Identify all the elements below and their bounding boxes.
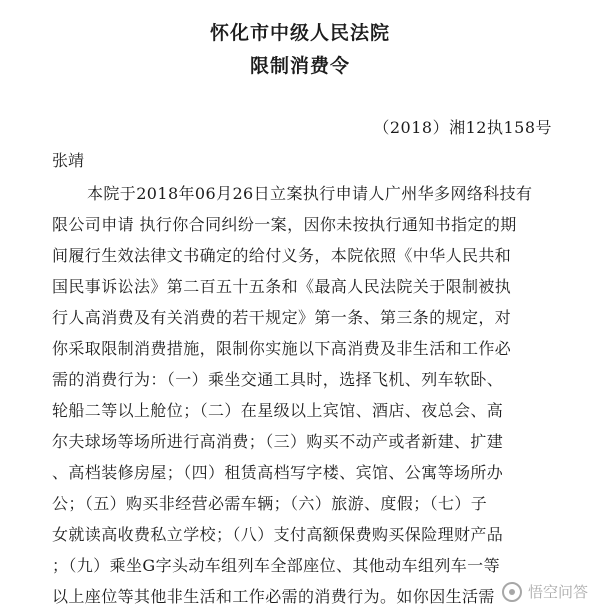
body-line: ；（九）乘坐G字头动车组列车全部座位、其他动车组列车一等 — [52, 556, 500, 575]
body-line: 需的消费行为：（一）乘坐交通工具时，选择飞机、列车软卧、 — [52, 370, 504, 389]
body-line: 女就读高收费私立学校；（八）支付高额保费购买保险理财产品 — [52, 525, 504, 544]
body-line: 本院于2018年06月26日立案执行申请人广州华多网络科技有 — [87, 184, 533, 203]
body-line: 公；（五）购买非经营必需车辆；（六）旅游、度假；（七）子 — [52, 494, 488, 513]
body-line: 国民事诉讼法》第二百五十五条和《最高人民法院关于限制被执 — [52, 277, 512, 296]
watermark — [498, 579, 592, 604]
body-line: 限公司申请 执行你合同纠纷一案，因你未按执行通知书指定的期 — [52, 215, 517, 234]
document-title: 限制消费令 — [249, 55, 350, 77]
body-line: 行人高消费及有关消费的若干规定》第一条、第三条的规定，对 — [52, 308, 512, 327]
body-line: 你采取限制消费措施，限制你实施以下高消费及非生活和工作必 — [52, 339, 512, 358]
circle-logo-icon — [502, 582, 522, 602]
watermark-text: 悟空问答 — [527, 583, 588, 601]
body-line: 以上座位等其他非生活和工作必需的消费行为。如你因生活需 — [52, 587, 495, 606]
body-line: 间履行生效法律文书确定的给付义务，本院依照《中华人民共和 — [52, 246, 512, 265]
recipient-name: 张靖 — [52, 151, 85, 170]
case-number: （2018）湘12执158号 — [373, 118, 552, 137]
court-name-heading: 怀化市中级人民法院 — [209, 22, 390, 44]
body-line: 、高档装修房屋；（四）租赁高档写字楼、宾馆、公寓等场所办 — [52, 463, 504, 482]
body-line: 轮船二等以上舱位；（二）在星级以上宾馆、酒店、夜总会、高 — [52, 401, 504, 420]
body-line: 尔夫球场等场所进行高消费；（三）购买不动产或者新建、扩建 — [52, 432, 504, 451]
